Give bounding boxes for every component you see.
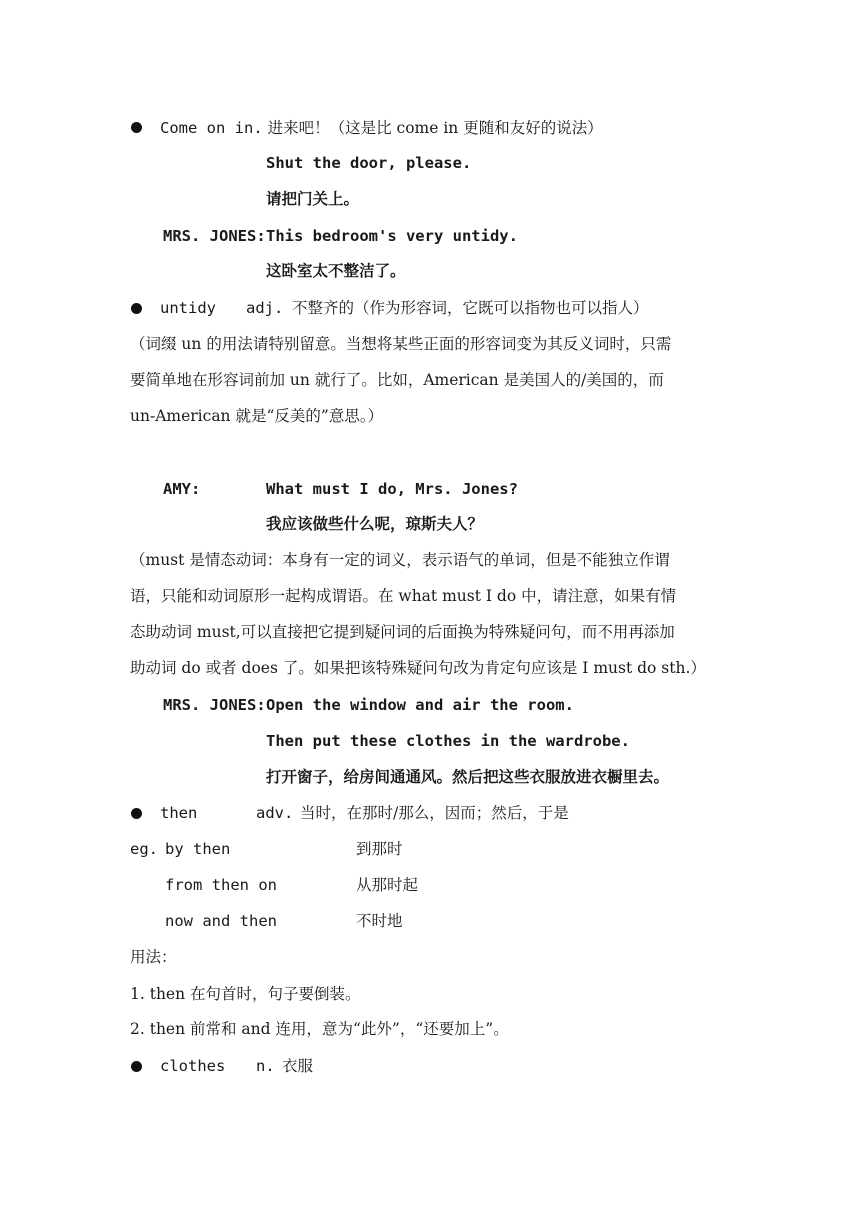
usage-item: 1. then 在句首时，句子要倒装。 (130, 985, 361, 1003)
usage-title: 用法： (130, 948, 177, 966)
dialogue-line-en: Open the window and air the room. (266, 696, 574, 714)
vocab-word: Come on in. (160, 119, 263, 137)
note-line: 要简单地在形容词前加 un 就行了。比如，American 是美国人的/美国的，而 (130, 371, 664, 389)
dialogue-line-cn: 请把门关上。 (266, 189, 360, 208)
dialogue-line-en: What must I do, Mrs. Jones? (266, 480, 518, 498)
vocab-definition: 当时，在那时/那么，因而；然后，于是 (300, 804, 569, 822)
vocab-entry-come-on-in (160, 118, 603, 138)
vocab-word: clothes (160, 1057, 226, 1075)
note-line: 助动词 do 或者 does 了。如果把该特殊疑问句改为肯定句应该是 I must do sth.） (130, 659, 706, 677)
note-line: （词缀 un 的用法请特别留意。当想将某些正面的形容词变为其反义词时，只需 (130, 335, 672, 353)
dialogue-line-cn: 打开窗子，给房间通通风。然后把这些衣服放进衣橱里去。 (266, 767, 670, 786)
bullet-marker (131, 122, 142, 133)
dialogue-speaker: AMY: (163, 480, 201, 498)
example-en: by then (165, 840, 231, 858)
example-cn: 从那时起 (356, 876, 419, 894)
note-line: 态助动词 must,可以直接把它提到疑问词的后面换为特殊疑问句，而不用再添加 (130, 623, 675, 641)
note-line: un-American 就是“反美的”意思。） (130, 407, 384, 425)
bullet-marker (131, 303, 142, 314)
dialogue-line-cn: 这卧室太不整洁了。 (266, 261, 406, 280)
bullet-marker (131, 808, 142, 819)
vocab-pos: adj. (246, 299, 284, 317)
example-cn: 到那时 (356, 840, 403, 858)
example-prefix: eg. (130, 840, 158, 858)
dialogue-line-en: Shut the door, please. (266, 154, 472, 172)
note-line: 语，只能和动词原形一起构成谓语。在 what must I do 中，请注意，如果有情 (130, 587, 677, 605)
dialogue-line-en: Then put these clothes in the wardrobe. (266, 732, 630, 750)
bullet-marker (131, 1061, 142, 1072)
vocab-definition: 不整齐的（作为形容词，它既可以指物也可以指人） (292, 299, 649, 317)
vocab-word: then (160, 804, 198, 822)
example-en: now and then (165, 912, 277, 930)
dialogue-line-en: This bedroom's very untidy. (266, 227, 518, 245)
example-cn: 不时地 (356, 912, 403, 930)
example-en: from then on (165, 876, 277, 894)
vocab-definition: 衣服 (282, 1057, 314, 1075)
note-line: （must 是情态动词：本身有一定的词义，表示语气的单词，但是不能独立作谓 (130, 551, 670, 569)
vocab-word: untidy (160, 299, 216, 317)
vocab-note: （这是比 come in 更随和友好的说法） (329, 119, 603, 137)
dialogue-speaker: MRS. JONES: (163, 227, 266, 245)
vocab-pos: adv. (256, 804, 294, 822)
vocab-pos: n. (256, 1057, 275, 1075)
dialogue-line-cn: 我应该做些什么呢，琼斯夫人？ (266, 514, 484, 533)
dialogue-speaker: MRS. JONES: (163, 696, 266, 714)
vocab-translation: 进来吧！ (267, 119, 330, 137)
usage-item: 2. then 前常和 and 连用，意为“此外”，“还要加上”。 (130, 1020, 509, 1038)
